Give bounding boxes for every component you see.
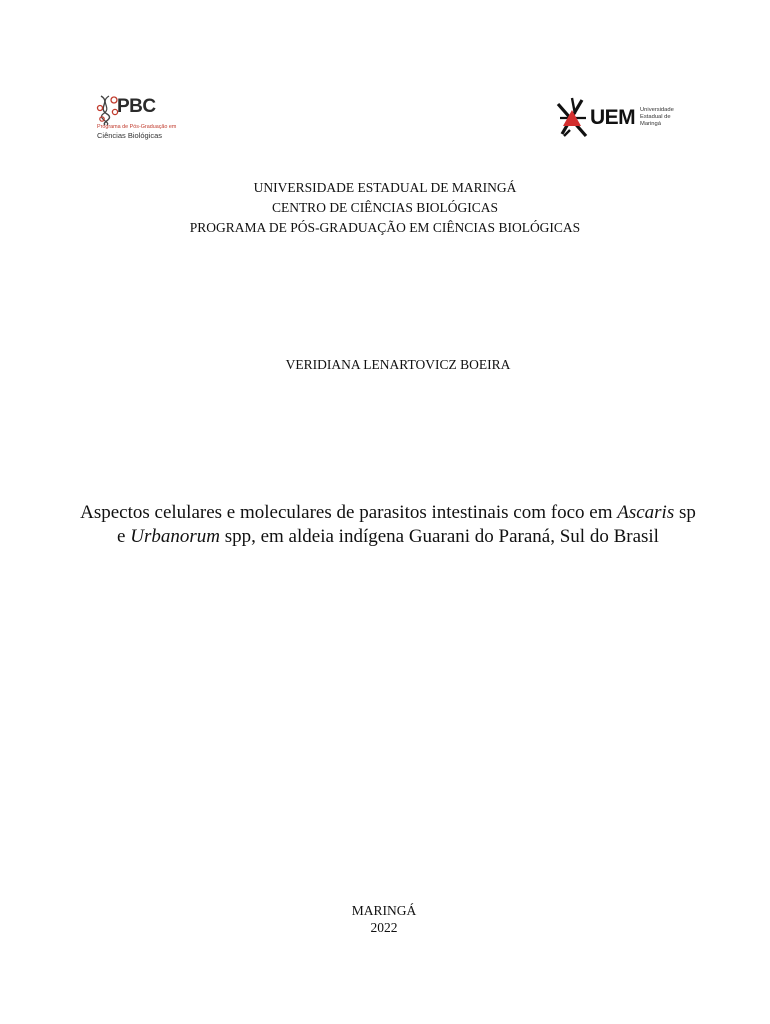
uem-logo-subtitle: Universidade Estadual de Maringá (640, 107, 674, 127)
uem-emblem-icon (556, 96, 590, 140)
city: MARINGÁ (351, 903, 417, 918)
uem-logo (556, 96, 680, 140)
university-name: UNIVERSIDADE ESTADUAL DE MARINGÁ (253, 180, 517, 195)
pbc-logo-line2: Ciências Biológicas (97, 131, 163, 140)
year: 2022 (370, 920, 398, 935)
pbc-logo-line1: Programa de Pós-Graduação em (97, 124, 177, 130)
title-part-3: spp, em aldeia indígena Guarani do Paraná, Sul do Brasil (219, 526, 659, 547)
title-italic-ascaris: Ascaris (617, 502, 675, 523)
uem-logo-name: UEM (590, 106, 636, 129)
program-name: PROGRAMA DE PÓS-GRADUAÇÃO EM CIÊNCIAS BIOLÓGICAS (189, 220, 581, 235)
pbc-logo-name: PBC (117, 96, 156, 117)
title-part-2: sp e (117, 502, 696, 547)
institution-header (0, 178, 770, 238)
title-italic-urbanorum: Urbanorum (130, 526, 220, 547)
document-title (80, 501, 696, 549)
author-name: VERIDIANA LENARTOVICZ BOEIRA (285, 357, 511, 372)
pbc-logo (95, 92, 175, 144)
center-name: CENTRO DE CIÊNCIAS BIOLÓGICAS (271, 200, 499, 215)
place-and-year (0, 902, 768, 936)
dna-icon (95, 94, 119, 126)
title-part-1: Aspectos celulares e moleculares de parasitos intestinais com foco em (80, 502, 618, 523)
